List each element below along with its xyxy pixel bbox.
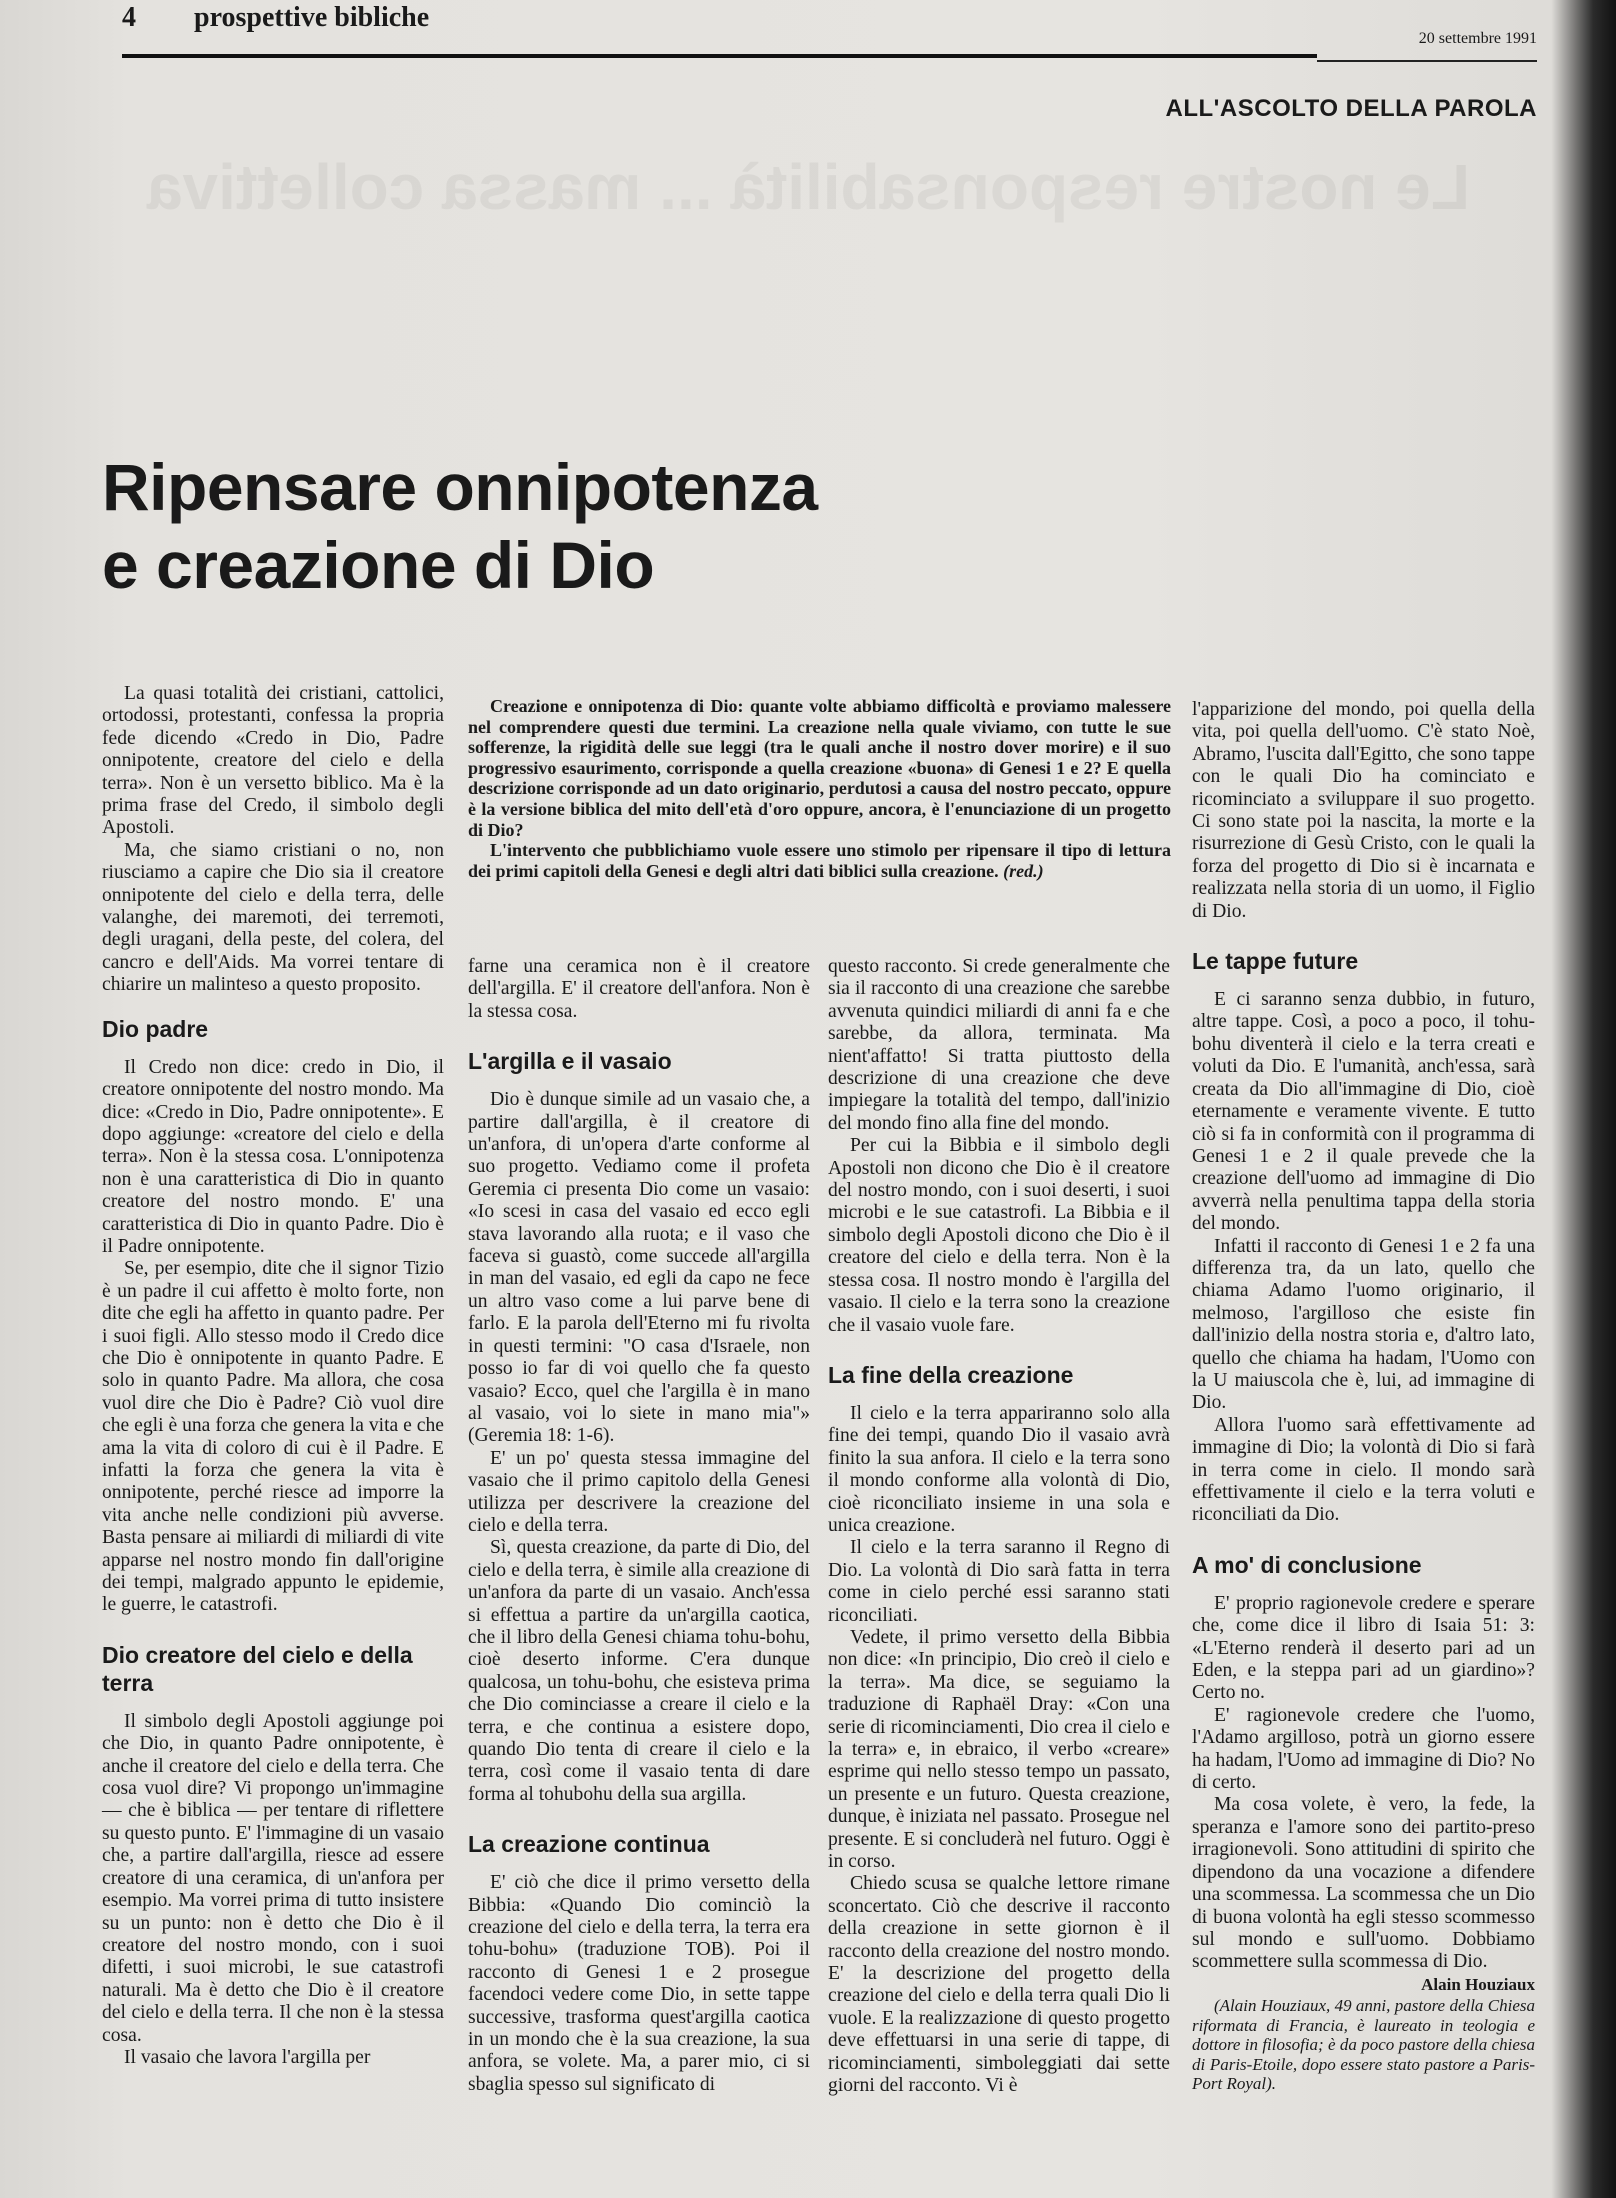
author-signature: Alain Houziaux	[1421, 1974, 1535, 1994]
body-paragraph: Ma, che siamo cristiani o no, non riusciamo a capire che Dio sia il creatore onnipotente del cielo e della terra, delle valanghe, dei maremoti, dei terremoti, degli uragani, della peste, del colera, del cancro e dell'Aids. Ma vorrei tentare di chiarire un malinteso a questo proposito.	[102, 839, 444, 996]
body-paragraph: Il cielo e la terra appariranno solo alla fine dei tempi, quando Dio il vasaio avrà finito la sua anfora. Il cielo e la terra sono il mondo conforme alla volontà di Dio, cioè riconciliato insieme in una sola e unica creazione.	[828, 1402, 1170, 1536]
body-paragraph: E' un po' questa stessa immagine del vasaio che il primo capitolo della Genesi utilizza per descrivere la creazione del cielo e della terra.	[468, 1447, 810, 1536]
title-line-1: Ripensare onnipotenza	[102, 450, 818, 524]
editor-note: (red.)	[1003, 860, 1044, 881]
body-paragraph: farne una ceramica non è il creatore dell'argilla. E' il creatore dell'anfora. Non è la stessa cosa.	[468, 956, 810, 1022]
body-paragraph: Il Credo non dice: credo in Dio, il creatore onnipotente del nostro mondo. Ma dice: «Credo in Dio, Padre onnipotente». E dopo aggiunge: «creatore del cielo e della terra». Non è la stessa cosa. L'onnipotenza non è una caratteristica di Dio in quanto creatore del nostro mondo. E' una caratteristica di Dio in quanto Padre. Dio è il Padre onnipotente.	[102, 1056, 444, 1257]
header-rule-thin	[1317, 60, 1537, 62]
body-paragraph: Ma cosa volete, è vero, la fede, la speranza e l'amore sono dei partito-preso irragionevoli. Sono attitudini di spirito che dipendono da una vocazione a difendere una scommessa. La scommessa che un Dio di buona volontà ha egli stesso scommesso sul mondo e sull'uomo. Dobbiamo scommettere sulla scommessa di Dio.	[1192, 1794, 1535, 1973]
page-header	[122, 0, 1537, 60]
subheading-argilla: L'argilla e il vasaio	[468, 1048, 672, 1075]
subheading-creazione-continua: La creazione continua	[468, 1831, 710, 1858]
body-paragraph: La quasi totalità dei cristiani, cattolici, ortodossi, protestanti, confessa la propria fede dicendo «Credo in Dio, Padre onnipotente, creatore del cielo e della terra». Non è un versetto biblico. Ma è la prima frase del Credo, il simbolo degli Apostoli.	[102, 683, 444, 839]
standfirst-paragraph: Creazione e onnipotenza di Dio: quante volte abbiamo difficoltà e proviamo malessere nel comprendere questi due termini. La creazione nella quale viviamo, con tutte le sue sofferenze, la rigidità delle sue leggi (tra le quali anche il nostro dover morire) e il suo progressivo esaurimento, corrisponde a quella creazione «buona» di Genesi 1 e 2? E quella descrizione corrisponde ad un dato originario, perdutosi a causa del nostro peccato, oppure è la versione biblica del mito dell'età d'oro oppure, ancora, è l'enunciazione di un progetto di Dio?	[468, 696, 1171, 840]
body-paragraph: E' proprio ragionevole credere e sperare che, come dice il libro di Isaia 51: 3: «L'Eterno renderà il deserto pari ad un Eden, e la steppa pari ad un giardino»? Certo no.	[1192, 1592, 1535, 1704]
column-3	[828, 956, 1170, 2098]
section-label: ALL'ASCOLTO DELLA PAROLA	[1165, 95, 1537, 122]
standfirst-text: L'intervento che pubblichiamo vuole essere uno stimolo per ripensare il tipo di lettura dei primi capitoli della Genesi e degli altri dati biblici sulla creazione.	[468, 840, 1171, 881]
body-paragraph: Per cui la Bibbia e il simbolo degli Apostoli non dicono che Dio è il creatore del nostro mondo, con i suoi deserti, i suoi microbi e le sue catastrofi. La Bibbia e il simbolo degli Apostoli dicono che Dio è il creatore del cielo e della terra. Non è la stessa cosa. Il nostro mondo è l'argilla del vasaio. Il cielo e la terra sono la creazione che il vasaio vuole fare.	[828, 1135, 1170, 1336]
issue-date: 20 settembre 1991	[1418, 30, 1537, 47]
body-paragraph: Il cielo e la terra saranno il Regno di Dio. La volontà di Dio sarà fatta in terra come in cielo perché essi saranno stati riconciliati.	[828, 1537, 1170, 1626]
column-1	[102, 683, 444, 2069]
body-paragraph: E' ciò che dice il primo versetto della Bibbia: «Quando Dio cominciò la creazione del cielo e della terra, la terra era tohu-bohu» (traduzione TOB). Poi il racconto di Genesi 1 e 2 prosegue facendoci vedere come Dio, in sette tappe successive, trasforma quest'argilla caotica in un mondo che è la sua creazione, la sua anfora, se volete. Ma, a parer mio, ci si sbaglia spesso sul significato di	[468, 1872, 810, 2095]
article-standfirst	[468, 696, 1171, 881]
show-through-text: Le nostre responsabilità ... massa collettiva	[146, 151, 1470, 223]
header-rule	[122, 54, 1317, 58]
body-paragraph: Chiedo scusa se qualche lettore rimane sconcertato. Ciò che descrive il racconto della creazione in sette giornon è il racconto della creazione del nostro mondo. E' la descrizione del progetto della creazione del cielo e della terra quali Dio li vuole. E la realizzazione di questo progetto deve effettuarsi in una serie di tappe, di ricominciamenti, simboleggiati dai sette giorni del racconto. Vi è	[828, 1873, 1170, 2097]
subheading-dio-creatore: Dio creatore del cielo e della terra	[102, 1641, 413, 1696]
body-paragraph: Infatti il racconto di Genesi 1 e 2 fa una differenza tra, da un lato, quello che chiama Adamo l'uomo originario, il melmoso, l'argilloso che esiste fin dall'inizio della nostra storia e, d'altro lato, quello che chiama ha hadam, l'Uomo con la U maiuscola che è, lui, ad immagine di Dio.	[1192, 1235, 1535, 1414]
body-paragraph: E ci saranno senza dubbio, in futuro, altre tappe. Così, a poco a poco, il tohu-bohu diventerà il cielo e la terra creati e voluti da Dio. E l'umanità, anch'essa, sarà creata da Dio all'immagine di Dio, cioè eternamente e veramente vivente. E tutto ciò si fa in conformità con il programma di Genesi 1 e 2 il quale prevede che la creazione dell'uomo ad immagine di Dio avverrà nella penultima tappa della storia del mondo.	[1192, 989, 1535, 1235]
body-paragraph: Allora l'uomo sarà effettivamente ad immagine di Dio; la volontà di Dio si farà in terra come in cielo. Il mondo sarà effettivamente il cielo e la terra voluti e riconciliati da Dio.	[1192, 1414, 1535, 1526]
publication-name: prospettive bibliche	[194, 2, 430, 33]
body-paragraph: Il simbolo degli Apostoli aggiunge poi che Dio, in quanto Padre onnipotente, è anche il creatore del cielo e della terra. Che cosa vuol dire? Vi propongo un'immagine — che è biblica — per tentare di riflettere su questo punto. E' l'immagine di un vasaio che, a partire dall'argilla, riesce ad essere creatore di una ceramica, di un'anfora per esempio. Ma vorrei prima di tutto insistere su un punto: non è detto che Dio è il creatore del nostro mondo, con i suoi difetti, i suoi microbi, le sue catastrofi naturali. Ma è detto che Dio è il creatore del cielo e della terra. Il che non è la stessa cosa.	[102, 1710, 444, 2046]
author-bio: (Alain Houziaux, 49 anni, pastore della Chiesa riformata di Francia, è laureato in teologia e dottore in filosofia; è da poco pastore della chiesa di Paris-Etoile, dopo essere stato pastore a Paris-Port Royal).	[1192, 1996, 1535, 2094]
subheading-tappe-future: Le tappe future	[1192, 948, 1359, 975]
subheading-conclusione: A mo' di conclusione	[1192, 1551, 1422, 1578]
page-number: 4	[122, 2, 136, 33]
body-paragraph: l'apparizione del mondo, poi quella della vita, poi quella dell'uomo. C'è stato Noè, Abramo, l'uscita dall'Egitto, che sono tappe con le quali Dio ha cominciato e ricominciato a sviluppare il suo progetto. Ci sono state poi la nascita, la morte e la risurrezione di Gesù Cristo, con le quali la forza del progetto di Dio si è incarnata e realizzata nella storia di un uomo, il Figlio di Dio.	[1192, 699, 1535, 922]
body-paragraph: E' ragionevole credere che l'uomo, l'Adamo argilloso, potrà un giorno essere ha hadam, l'Uomo ad immagine di Dio? No di certo.	[1192, 1704, 1535, 1794]
column-4	[1192, 699, 1535, 2094]
body-paragraph: Il vasaio che lavora l'argilla per	[124, 2046, 371, 2068]
body-paragraph: Se, per esempio, dite che il signor Tizio è un padre il cui affetto è molto forte, non dite che egli ha affetto in quanto padre. Per i suoi figli. Allo stesso modo il Credo dice che Dio è onnipotente in quanto Padre. E solo in quanto Padre. Ma allora, che cosa vuol dire che Dio è Padre? Ciò vuol dire che egli è una forza che genera la vita e che ama la vita di coloro di cui è il Padre. E infatti la forza che genera la vita è onnipotente, perché riesce ad imporre la vita anche nelle condizioni più avverse. Basta pensare ai miliardi di miliardi di vite apparse nel nostro mondo fin dall'origine dei tempi, malgrado appunto le epidemie, le guerre, le catastrofi.	[102, 1258, 444, 1616]
article-title	[102, 448, 1002, 604]
subheading-dio-padre: Dio padre	[102, 1015, 209, 1042]
body-paragraph: questo racconto. Si crede generalmente che sia il racconto di una creazione che sarebbe avvenuta quindici miliardi di anni fa e che sarebbe, da allora, terminata. Ma nient'affatto! Si tratta piuttosto della descrizione di una creazione che deve impiegare la totalità del tempo, dall'inizio del mondo fino alla fine del mondo.	[828, 956, 1170, 1134]
subheading-fine-creazione: La fine della creazione	[828, 1361, 1074, 1388]
body-paragraph: Dio è dunque simile ad un vasaio che, a partire dall'argilla, è il creatore di un'anfora, di un'opera d'arte conforme al suo progetto. Vediamo come il profeta Geremia ci presenta Dio come un vasaio: «Io scesi in casa del vasaio ed ecco egli stava lavorando alla ruota; e il vaso che faceva si guastò, come succede all'argilla in man del vasaio, ed egli da capo ne fece un altro vaso come a lui parve bene di farlo. E la parola dell'Eterno mi fu rivolta in questi termini: "O casa d'Israele, non posso io far di voi quello che fa questo vasaio? Ecco, quel che l'argilla è in mano al vasaio, voi lo siete in mano mia"» (Geremia 18: 1-6).	[468, 1089, 810, 1447]
body-paragraph: Sì, questa creazione, da parte di Dio, del cielo e della terra, è simile alla creazione di un'anfora da parte di un vasaio. Anch'essa si effettua a partire da un'argilla caotica, che il libro della Genesi chiama tohu-bohu, cioè deserto informe. C'era dunque qualcosa, un tohu-bohu, che esisteva prima che Dio cominciasse a creare il cielo e la terra, e che continua a esistere dopo, quando Dio tenta di creare il cielo e la terra, così come il vasaio tenta di dare forma al tohubohu della sua argilla.	[468, 1537, 810, 1805]
column-2	[468, 956, 810, 2096]
standfirst-paragraph	[468, 840, 1171, 881]
title-line-2: e creazione di Dio	[102, 528, 655, 602]
body-paragraph: Vedete, il primo versetto della Bibbia non dice: «In principio, Dio creò il cielo e la terra». Ma dice, se seguiamo la traduzione di Raphaël Dray: «Con una serie di ricominciamenti, Dio crea il cielo e la terra» e, in ebraico, il verbo «creare» esprime qui nello stesso tempo un passato, un presente e un futuro. Questa creazione, dunque, è iniziata nel passato. Prosegue nel presente. E si concluderà nel futuro. Oggi è in corso.	[828, 1626, 1170, 1873]
